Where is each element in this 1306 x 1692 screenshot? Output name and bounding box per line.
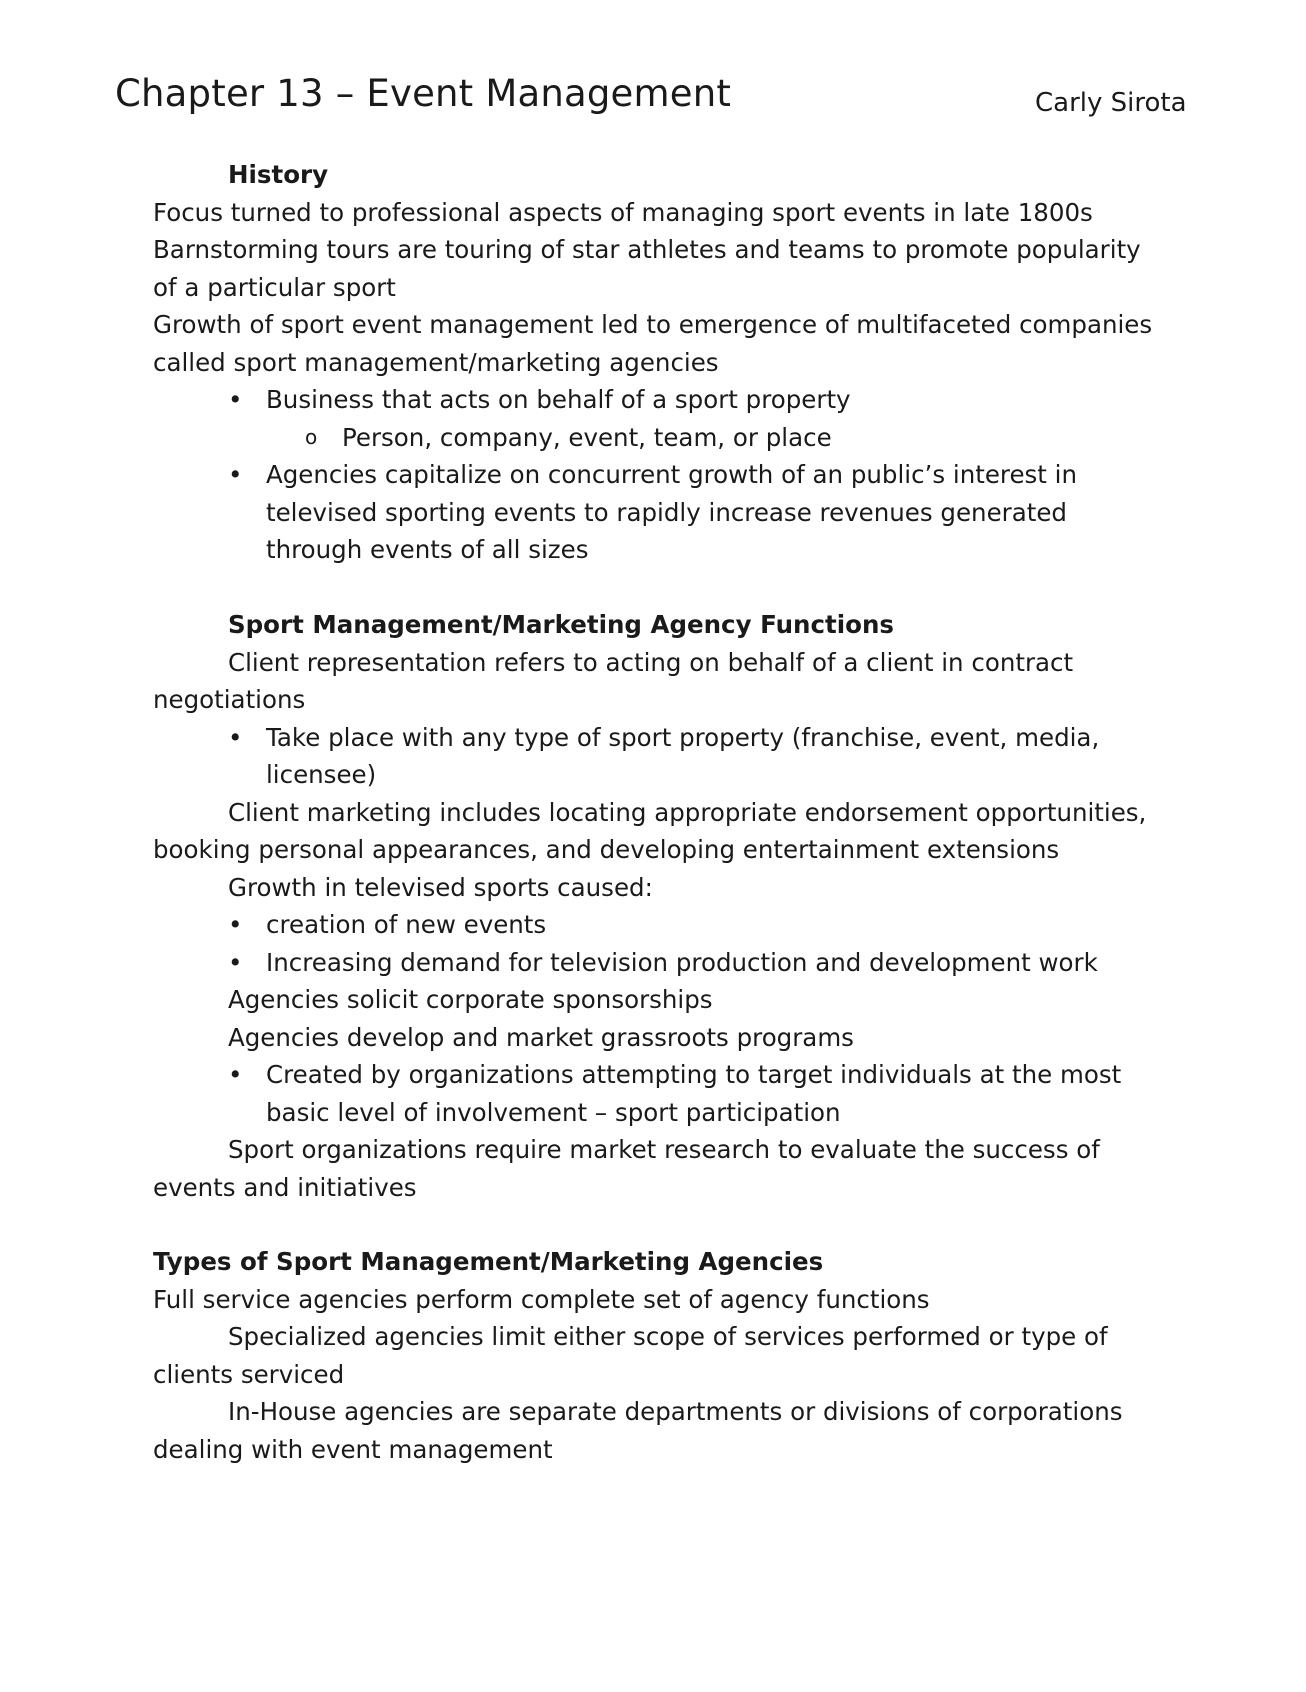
- functions-item: [153, 981, 1163, 1019]
- bullet-item: [153, 906, 1163, 944]
- types-item: [153, 1318, 1163, 1393]
- bullet-item: [153, 1056, 1163, 1131]
- types-paragraph: Full service agencies perform complete set of agency functions: [153, 1284, 930, 1314]
- functions-item: [153, 1019, 1163, 1057]
- section-heading-history: History: [228, 160, 329, 189]
- bullet-text: Created by organizations attempting to target individuals at the most basic level of involvement – sport participation: [266, 1060, 1122, 1127]
- empty-box-row: [153, 569, 1163, 607]
- sub-bullet-text: Person, company, event, team, or place: [342, 422, 832, 452]
- sub-bullet-item: [153, 419, 1163, 457]
- bullet-text: Agencies capitalize on concurrent growth of an public’s interest in televised sporting events to rapidly increase revenues generated through events of all sizes: [266, 460, 1078, 564]
- bullet-text: Increasing demand for television production and development work: [266, 947, 1098, 977]
- functions-item: [153, 794, 1163, 869]
- functions-item-text: Sport organizations require market research to evaluate the success of events and initiatives: [153, 1135, 1100, 1202]
- bullet-icon: •: [228, 385, 243, 414]
- section-heading-types: Types of Sport Management/Marketing Agencies: [153, 1247, 824, 1276]
- author-name: Carly Sirota: [1035, 88, 1187, 118]
- functions-item: [153, 1131, 1163, 1206]
- types-item-text: In-House agencies are separate departments or divisions of corporations dealing with event management: [153, 1397, 1123, 1464]
- spacer: [153, 1206, 1163, 1243]
- bullet-icon: •: [228, 722, 243, 752]
- bullet-item: [153, 944, 1163, 982]
- sub-bullet-icon: o: [305, 424, 318, 449]
- functions-item-text: Agencies solicit corporate sponsorships: [228, 985, 713, 1014]
- history-heading-row: [153, 156, 1163, 194]
- history-paragraph: Growth of sport event management led to emergence of multifaceted companies called sport management/marketing agencies: [153, 310, 1153, 377]
- bullet-text: creation of new events: [266, 910, 547, 939]
- bullet-item: [153, 719, 1163, 794]
- bullet-icon: •: [228, 947, 243, 977]
- history-paragraph: Barnstorming tours are touring of star athletes and teams to promote popularity of a particular sport: [153, 235, 1141, 302]
- document-body: [153, 156, 1163, 1468]
- types-item-text: Specialized agencies limit either scope of services performed or type of clients serviced: [153, 1322, 1108, 1389]
- bullet-item: [153, 381, 1163, 419]
- functions-item-text: Client marketing includes locating appropriate endorsement opportunities, booking personal appearances, and developing entertainment extensions: [153, 797, 1147, 864]
- section-heading-functions: Sport Management/Marketing Agency Functions: [228, 610, 894, 639]
- functions-item-text: Agencies develop and market grassroots programs: [228, 1022, 854, 1052]
- functions-heading-row: [153, 606, 1163, 644]
- functions-item-text: Client representation refers to acting on behalf of a client in contract negotiations: [153, 647, 1074, 714]
- page-title: Chapter 13 – Event Management: [115, 72, 732, 115]
- functions-item: [153, 644, 1163, 719]
- functions-item-text: Growth in televised sports caused:: [228, 872, 653, 902]
- bullet-text: Take place with any type of sport property (franchise, event, media, licensee): [266, 722, 1100, 789]
- bullet-icon: •: [228, 460, 243, 489]
- types-item: [153, 1393, 1163, 1468]
- history-paragraph: Focus turned to professional aspects of managing sport events in late 1800s: [153, 197, 1093, 227]
- functions-item: [153, 869, 1163, 907]
- bullet-item: [153, 456, 1163, 569]
- bullet-text: Business that acts on behalf of a sport property: [266, 385, 851, 414]
- bullet-icon: •: [228, 910, 243, 939]
- bullet-icon: •: [228, 1060, 243, 1089]
